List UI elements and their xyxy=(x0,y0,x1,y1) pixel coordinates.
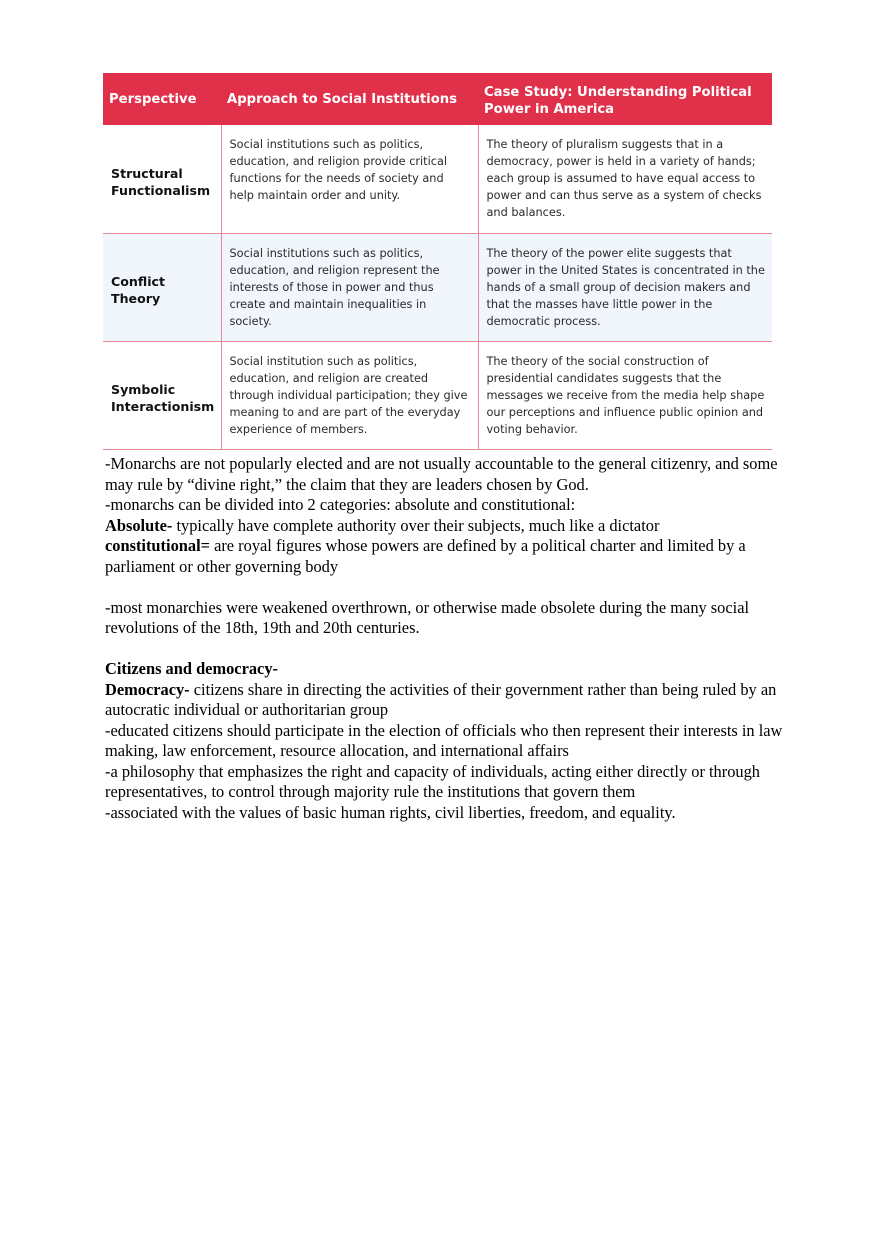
note-values: -associated with the values of basic human rights, civil liberties, freedom, and equality. xyxy=(105,802,676,822)
notes-body xyxy=(105,454,795,823)
note-democracy xyxy=(105,680,795,721)
term-constitutional: constitutional= xyxy=(105,536,210,555)
term-democracy: Democracy- xyxy=(105,679,190,699)
perspective-cell: Symbolic Interactionism xyxy=(103,342,221,450)
note-monarchs-election: -Monarchs are not popularly elected and are not usually accountable to the general citizenry, and some may rule by “divine right,” the claim that they are leaders chosen by God. xyxy=(105,454,778,494)
note-educated-citizens: -educated citizens should participate in the election of officials who then represent their interests in law making, law enforcement, resource allocation, and international affairs xyxy=(105,720,783,760)
note-philosophy: -a philosophy that emphasizes the right and capacity of individuals, acting either directly or through representatives, to control through majority rule the institutions that govern them xyxy=(105,761,760,801)
approach-cell: Social institutions such as politics, education, and religion represent the interests of those in power and thus create and maintain inequalities in society. xyxy=(221,234,478,342)
approach-cell: Social institutions such as politics, education, and religion provide critical functions for the needs of society and help maintain order and unity. xyxy=(221,125,478,234)
perspective-cell: Conflict Theory xyxy=(103,234,221,342)
note-monarchies-weakened: -most monarchies were weakened overthrown, or otherwise made obsolete during the many social revolutions of the 18th, 19th and 20th centuries. xyxy=(105,597,750,637)
definition-absolute: typically have complete authority over their subjects, much like a dictator xyxy=(172,515,660,535)
note-constitutional xyxy=(105,536,795,577)
table-header-row xyxy=(103,73,772,125)
perspectives-table xyxy=(103,73,772,450)
header-approach: Approach to Social Institutions xyxy=(221,73,478,125)
header-case-study: Case Study: Understanding Political Power in America xyxy=(478,73,772,125)
case-study-cell: The theory of the power elite suggests that power in the United States is concentrated in the hands of a small group of decision makers and that the masses have little power in the democratic process. xyxy=(478,234,772,342)
definition-constitutional: are royal figures whose powers are defined by a political charter and limited by a parliament or other governing body xyxy=(105,536,746,576)
perspective-cell: Structural Functionalism xyxy=(103,125,221,234)
section-heading-citizens: Citizens and democracy- xyxy=(105,659,278,678)
case-study-cell: The theory of pluralism suggests that in a democracy, power is held in a variety of hands; each group is assumed to have equal access to power and can thus serve as a system of checks and balances. xyxy=(478,125,772,234)
definition-democracy: citizens share in directing the activities of their government rather than being ruled by an autocratic individual or authoritarian group xyxy=(105,679,777,719)
note-monarch-categories: -monarchs can be divided into 2 categories: absolute and constitutional: xyxy=(105,495,576,514)
term-absolute: Absolute- xyxy=(105,515,173,535)
approach-cell: Social institution such as politics, education, and religion are created through individual participation; they give meaning to and are part of the everyday experience of members. xyxy=(221,342,478,450)
note-absolute xyxy=(105,516,795,537)
table-row xyxy=(103,234,772,342)
case-study-cell: The theory of the social construction of presidential candidates suggests that the messages we receive from the media help shape our perceptions and influence public opinion and voting behavior. xyxy=(478,342,772,450)
table-row xyxy=(103,125,772,234)
table-row xyxy=(103,342,772,450)
header-perspective: Perspective xyxy=(103,73,221,125)
